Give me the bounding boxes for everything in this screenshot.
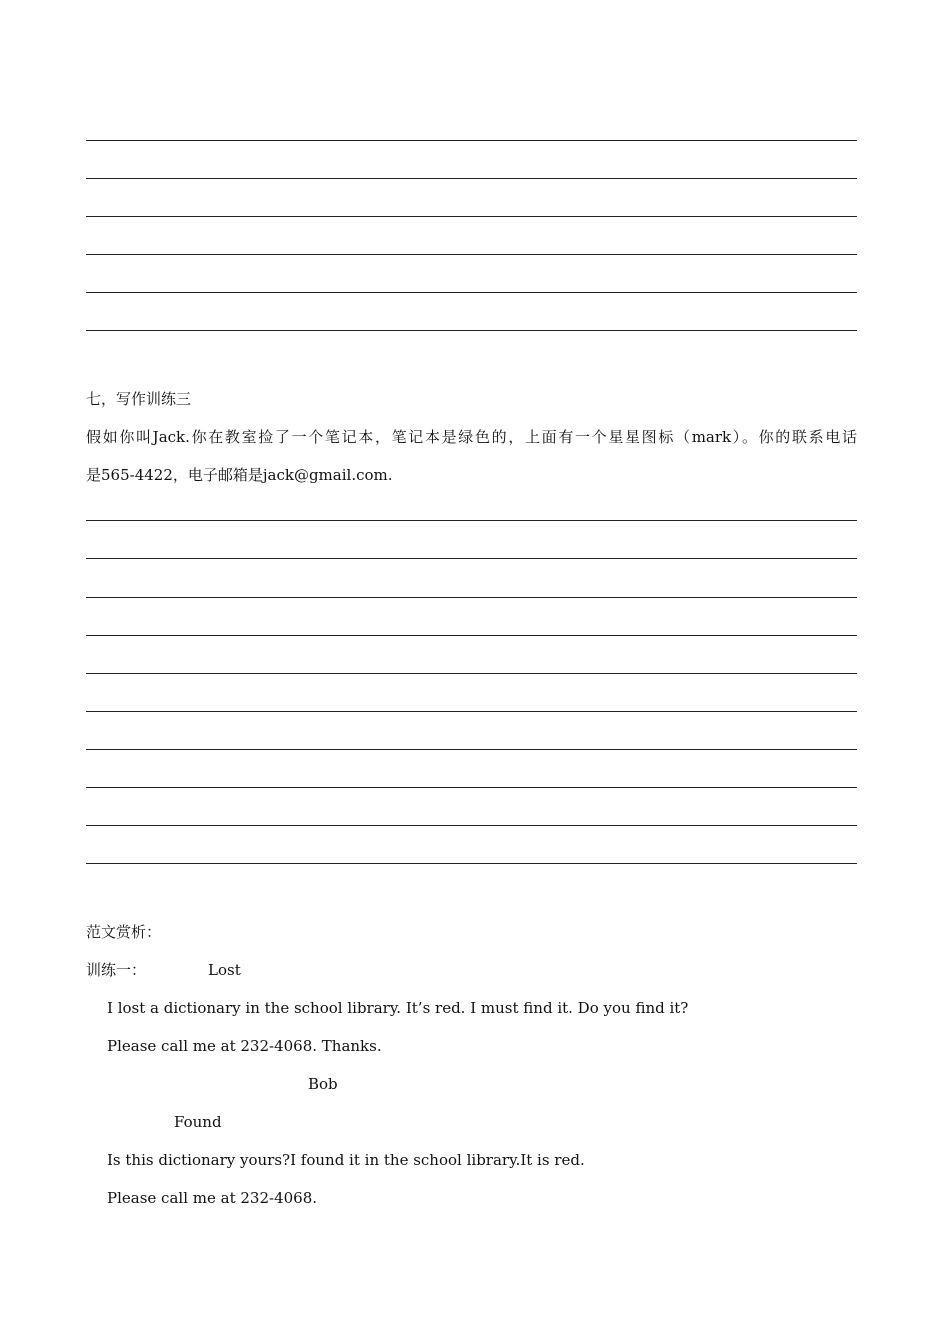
answer-line xyxy=(86,749,857,750)
lost-notice-signature: Bob xyxy=(308,1075,338,1093)
answer-line xyxy=(86,673,857,674)
answer-line xyxy=(86,635,857,636)
answer-line xyxy=(86,330,857,331)
found-notice-body-1: Is this dictionary yours?I found it in the school library.It is red. xyxy=(107,1151,585,1169)
exercise-label: 训练一： xyxy=(86,961,147,979)
lost-notice-body-2: Please call me at 232-4068. Thanks. xyxy=(107,1037,382,1055)
answer-line xyxy=(86,292,857,293)
analysis-title: 范文赏析： xyxy=(86,923,162,941)
answer-line xyxy=(86,216,857,217)
prompt-line-1: 假如你叫Jack.你在教室捡了一个笔记本，笔记本是绿色的，上面有一个星星图标（mark）。你的联系电话 xyxy=(86,428,857,446)
lost-notice-title: Lost xyxy=(208,961,241,979)
answer-line xyxy=(86,787,857,788)
answer-line xyxy=(86,140,857,141)
answer-line xyxy=(86,825,857,826)
answer-line xyxy=(86,711,857,712)
lost-notice-body-1: I lost a dictionary in the school library. It’s red. I must find it. Do you find it? xyxy=(107,999,689,1017)
answer-line xyxy=(86,597,857,598)
found-notice-body-2: Please call me at 232-4068. xyxy=(107,1189,318,1207)
section-title: 七，写作训练三 xyxy=(86,390,192,408)
found-notice-title: Found xyxy=(174,1113,222,1131)
answer-line xyxy=(86,863,857,864)
prompt-line-2: 是565-4422，电子邮箱是jack@gmail.com. xyxy=(86,466,393,484)
answer-line xyxy=(86,254,857,255)
answer-line xyxy=(86,520,857,521)
answer-line xyxy=(86,558,857,559)
answer-line xyxy=(86,178,857,179)
